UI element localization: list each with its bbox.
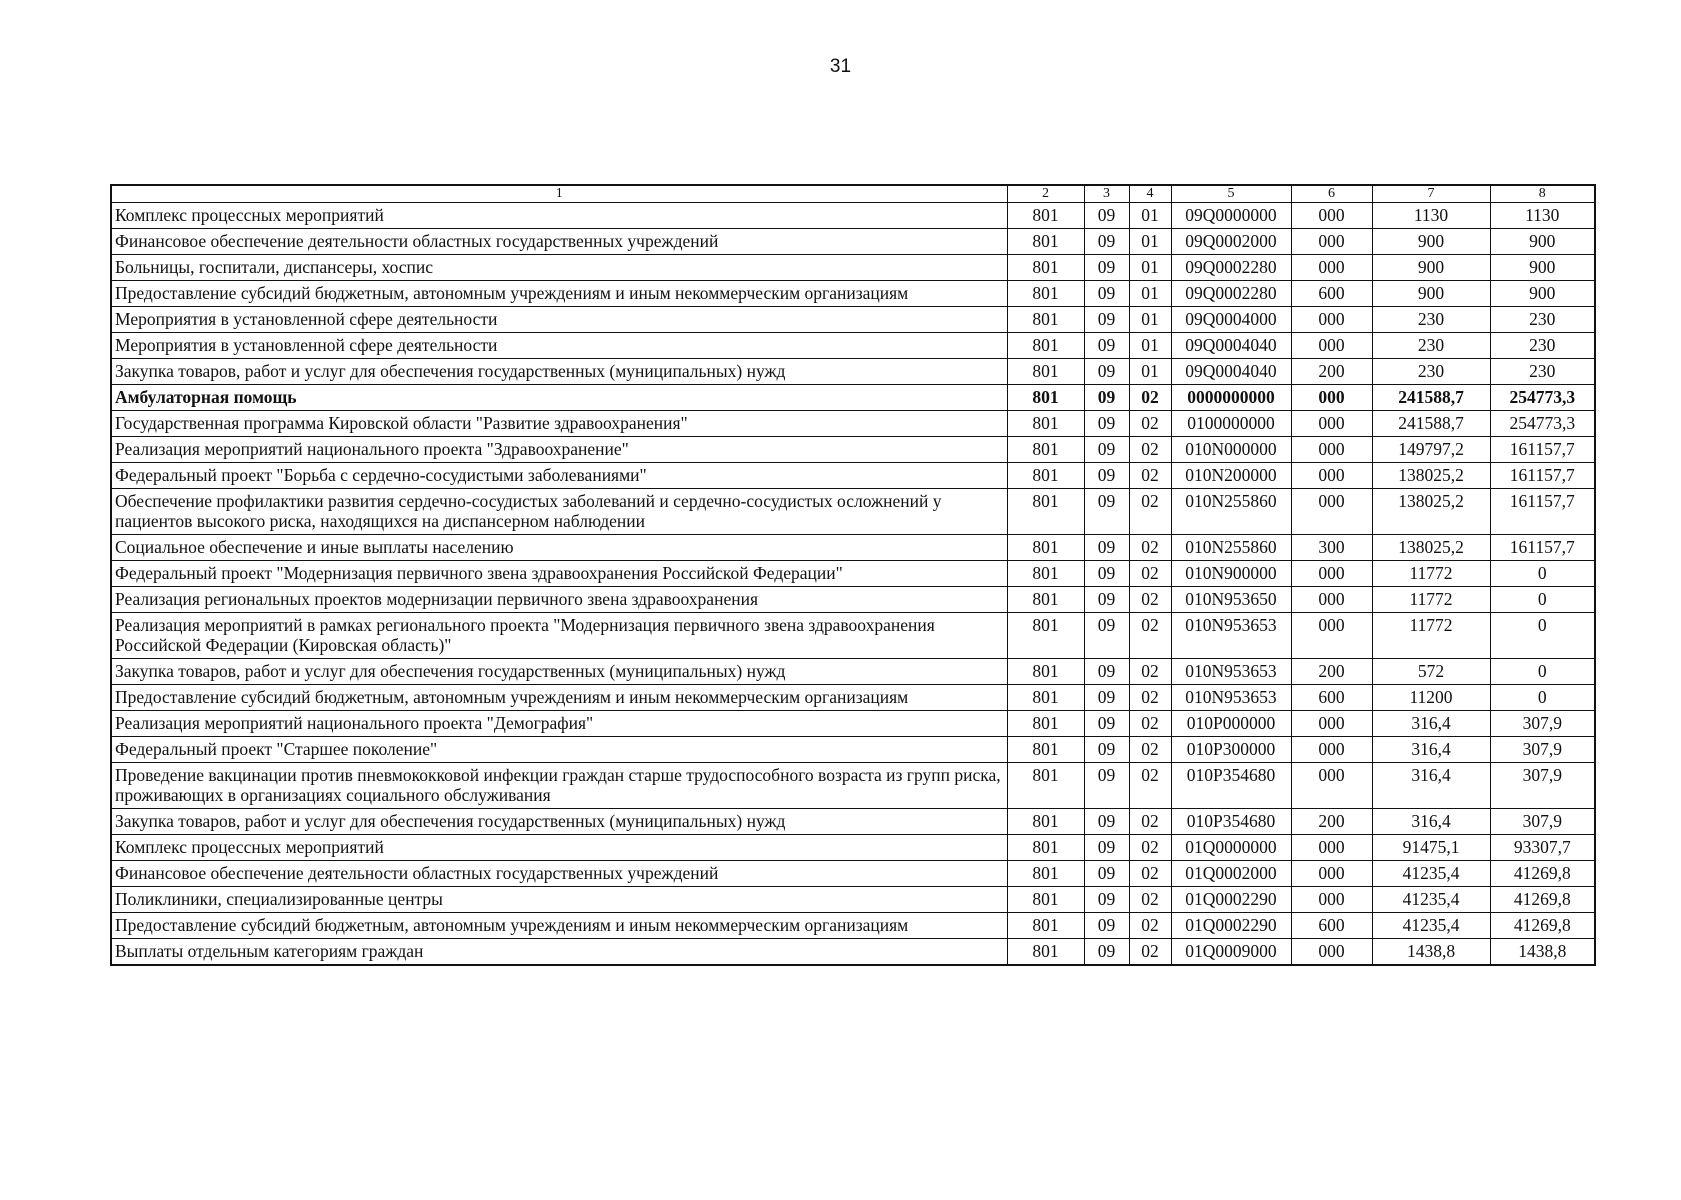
target-article-code-cell: 09Q0002280 xyxy=(1171,255,1291,281)
row-name-cell: Закупка товаров, работ и услуг для обеспечения государственных (муниципальных) нужд xyxy=(111,809,1007,835)
table-row xyxy=(111,255,1595,281)
expense-type-code-cell: 000 xyxy=(1291,385,1372,411)
row-name-cell: Федеральный проект "Борьба с сердечно-сосудистыми заболеваниями" xyxy=(111,463,1007,489)
subsection-code-cell: 02 xyxy=(1129,535,1171,561)
section-code-cell: 09 xyxy=(1084,229,1129,255)
section-code-cell: 09 xyxy=(1084,255,1129,281)
ministry-code-cell: 801 xyxy=(1007,835,1084,861)
expense-type-code-cell: 000 xyxy=(1291,887,1372,913)
expense-type-code-cell: 000 xyxy=(1291,463,1372,489)
section-code-cell: 09 xyxy=(1084,737,1129,763)
amount-year1-cell: 138025,2 xyxy=(1372,489,1490,535)
column-number: 2 xyxy=(1007,185,1084,203)
section-code-cell: 09 xyxy=(1084,835,1129,861)
ministry-code-cell: 801 xyxy=(1007,659,1084,685)
table-row xyxy=(111,809,1595,835)
ministry-code-cell: 801 xyxy=(1007,561,1084,587)
column-number: 5 xyxy=(1171,185,1291,203)
expense-type-code-cell: 000 xyxy=(1291,203,1372,229)
amount-year2-cell: 307,9 xyxy=(1490,809,1595,835)
expense-type-code-cell: 000 xyxy=(1291,711,1372,737)
amount-year1-cell: 1438,8 xyxy=(1372,939,1490,966)
row-name-cell: Федеральный проект "Модернизация первичного звена здравоохранения Российской Федерации" xyxy=(111,561,1007,587)
column-number-row xyxy=(111,185,1595,203)
target-article-code-cell: 09Q0004040 xyxy=(1171,333,1291,359)
amount-year1-cell: 316,4 xyxy=(1372,763,1490,809)
expense-type-code-cell: 000 xyxy=(1291,333,1372,359)
target-article-code-cell: 09Q0002000 xyxy=(1171,229,1291,255)
section-code-cell: 09 xyxy=(1084,939,1129,966)
expense-type-code-cell: 000 xyxy=(1291,763,1372,809)
amount-year1-cell: 900 xyxy=(1372,229,1490,255)
ministry-code-cell: 801 xyxy=(1007,437,1084,463)
subsection-code-cell: 02 xyxy=(1129,711,1171,737)
section-code-cell: 09 xyxy=(1084,281,1129,307)
expense-type-code-cell: 000 xyxy=(1291,307,1372,333)
row-name-cell: Больницы, госпитали, диспансеры, хоспис xyxy=(111,255,1007,281)
column-number: 7 xyxy=(1372,185,1490,203)
section-code-cell: 09 xyxy=(1084,203,1129,229)
target-article-code-cell: 09Q0000000 xyxy=(1171,203,1291,229)
column-number: 6 xyxy=(1291,185,1372,203)
expense-type-code-cell: 200 xyxy=(1291,809,1372,835)
amount-year1-cell: 900 xyxy=(1372,281,1490,307)
ministry-code-cell: 801 xyxy=(1007,489,1084,535)
budget-table-body xyxy=(111,185,1595,965)
target-article-code-cell: 0000000000 xyxy=(1171,385,1291,411)
amount-year2-cell: 307,9 xyxy=(1490,711,1595,737)
amount-year1-cell: 138025,2 xyxy=(1372,535,1490,561)
amount-year1-cell: 41235,4 xyxy=(1372,887,1490,913)
expense-type-code-cell: 000 xyxy=(1291,437,1372,463)
section-code-cell: 09 xyxy=(1084,659,1129,685)
target-article-code-cell: 010P354680 xyxy=(1171,809,1291,835)
amount-year2-cell: 41269,8 xyxy=(1490,861,1595,887)
amount-year1-cell: 316,4 xyxy=(1372,737,1490,763)
subsection-code-cell: 01 xyxy=(1129,359,1171,385)
expense-type-code-cell: 600 xyxy=(1291,913,1372,939)
amount-year1-cell: 316,4 xyxy=(1372,809,1490,835)
amount-year1-cell: 11200 xyxy=(1372,685,1490,711)
amount-year1-cell: 149797,2 xyxy=(1372,437,1490,463)
table-row xyxy=(111,359,1595,385)
target-article-code-cell: 09Q0002280 xyxy=(1171,281,1291,307)
subsection-code-cell: 01 xyxy=(1129,255,1171,281)
ministry-code-cell: 801 xyxy=(1007,711,1084,737)
amount-year2-cell: 254773,3 xyxy=(1490,411,1595,437)
amount-year1-cell: 41235,4 xyxy=(1372,861,1490,887)
row-name-cell: Реализация мероприятий в рамках регионального проекта "Модернизация первичного звена здравоохранения Российской Федерации (Кировская область)" xyxy=(111,613,1007,659)
ministry-code-cell: 801 xyxy=(1007,737,1084,763)
section-code-cell: 09 xyxy=(1084,561,1129,587)
column-number: 1 xyxy=(111,185,1007,203)
subsection-code-cell: 02 xyxy=(1129,587,1171,613)
section-code-cell: 09 xyxy=(1084,463,1129,489)
table-row xyxy=(111,535,1595,561)
target-article-code-cell: 09Q0004000 xyxy=(1171,307,1291,333)
table-row xyxy=(111,835,1595,861)
amount-year1-cell: 230 xyxy=(1372,333,1490,359)
amount-year1-cell: 316,4 xyxy=(1372,711,1490,737)
ministry-code-cell: 801 xyxy=(1007,307,1084,333)
expense-type-code-cell: 000 xyxy=(1291,939,1372,966)
amount-year2-cell: 900 xyxy=(1490,281,1595,307)
subsection-code-cell: 02 xyxy=(1129,437,1171,463)
table-row xyxy=(111,913,1595,939)
table-row xyxy=(111,229,1595,255)
subsection-code-cell: 02 xyxy=(1129,463,1171,489)
table-row xyxy=(111,489,1595,535)
section-code-cell: 09 xyxy=(1084,489,1129,535)
ministry-code-cell: 801 xyxy=(1007,255,1084,281)
subsection-code-cell: 02 xyxy=(1129,613,1171,659)
target-article-code-cell: 010P300000 xyxy=(1171,737,1291,763)
amount-year1-cell: 241588,7 xyxy=(1372,385,1490,411)
target-article-code-cell: 010N200000 xyxy=(1171,463,1291,489)
row-name-cell: Мероприятия в установленной сфере деятельности xyxy=(111,333,1007,359)
ministry-code-cell: 801 xyxy=(1007,463,1084,489)
table-row xyxy=(111,437,1595,463)
table-row xyxy=(111,685,1595,711)
table-row xyxy=(111,463,1595,489)
target-article-code-cell: 01Q0000000 xyxy=(1171,835,1291,861)
table-row xyxy=(111,939,1595,966)
ministry-code-cell: 801 xyxy=(1007,809,1084,835)
subsection-code-cell: 02 xyxy=(1129,763,1171,809)
amount-year2-cell: 230 xyxy=(1490,359,1595,385)
amount-year2-cell: 1438,8 xyxy=(1490,939,1595,966)
expense-type-code-cell: 600 xyxy=(1291,281,1372,307)
subsection-code-cell: 01 xyxy=(1129,307,1171,333)
ministry-code-cell: 801 xyxy=(1007,333,1084,359)
row-name-cell: Реализация мероприятий национального проекта "Демография" xyxy=(111,711,1007,737)
expense-type-code-cell: 000 xyxy=(1291,411,1372,437)
row-name-cell: Реализация региональных проектов модернизации первичного звена здравоохранения xyxy=(111,587,1007,613)
ministry-code-cell: 801 xyxy=(1007,281,1084,307)
row-name-cell: Закупка товаров, работ и услуг для обеспечения государственных (муниципальных) нужд xyxy=(111,659,1007,685)
amount-year2-cell: 900 xyxy=(1490,229,1595,255)
amount-year2-cell: 41269,8 xyxy=(1490,913,1595,939)
table-row xyxy=(111,307,1595,333)
expense-type-code-cell: 300 xyxy=(1291,535,1372,561)
row-name-cell: Финансовое обеспечение деятельности областных государственных учреждений xyxy=(111,229,1007,255)
subsection-code-cell: 02 xyxy=(1129,561,1171,587)
ministry-code-cell: 801 xyxy=(1007,887,1084,913)
subsection-code-cell: 02 xyxy=(1129,685,1171,711)
amount-year1-cell: 91475,1 xyxy=(1372,835,1490,861)
amount-year2-cell: 41269,8 xyxy=(1490,887,1595,913)
column-number: 8 xyxy=(1490,185,1595,203)
table-row xyxy=(111,203,1595,229)
amount-year2-cell: 0 xyxy=(1490,685,1595,711)
amount-year1-cell: 41235,4 xyxy=(1372,913,1490,939)
expense-type-code-cell: 000 xyxy=(1291,489,1372,535)
column-number: 3 xyxy=(1084,185,1129,203)
expense-type-code-cell: 000 xyxy=(1291,835,1372,861)
ministry-code-cell: 801 xyxy=(1007,203,1084,229)
row-name-cell: Предоставление субсидий бюджетным, автономным учреждениям и иным некоммерческим организациям xyxy=(111,281,1007,307)
table-row xyxy=(111,333,1595,359)
target-article-code-cell: 0100000000 xyxy=(1171,411,1291,437)
subsection-code-cell: 02 xyxy=(1129,411,1171,437)
amount-year2-cell: 161157,7 xyxy=(1490,489,1595,535)
amount-year1-cell: 11772 xyxy=(1372,561,1490,587)
row-name-cell: Амбулаторная помощь xyxy=(111,385,1007,411)
row-name-cell: Мероприятия в установленной сфере деятельности xyxy=(111,307,1007,333)
row-name-cell: Финансовое обеспечение деятельности областных государственных учреждений xyxy=(111,861,1007,887)
ministry-code-cell: 801 xyxy=(1007,535,1084,561)
subsection-code-cell: 01 xyxy=(1129,333,1171,359)
target-article-code-cell: 01Q0002290 xyxy=(1171,913,1291,939)
section-code-cell: 09 xyxy=(1084,411,1129,437)
expense-type-code-cell: 200 xyxy=(1291,659,1372,685)
ministry-code-cell: 801 xyxy=(1007,385,1084,411)
amount-year2-cell: 1130 xyxy=(1490,203,1595,229)
expense-type-code-cell: 000 xyxy=(1291,255,1372,281)
amount-year2-cell: 0 xyxy=(1490,659,1595,685)
subsection-code-cell: 01 xyxy=(1129,281,1171,307)
target-article-code-cell: 010N000000 xyxy=(1171,437,1291,463)
target-article-code-cell: 09Q0004040 xyxy=(1171,359,1291,385)
section-code-cell: 09 xyxy=(1084,437,1129,463)
ministry-code-cell: 801 xyxy=(1007,359,1084,385)
subsection-code-cell: 01 xyxy=(1129,229,1171,255)
target-article-code-cell: 01Q0002000 xyxy=(1171,861,1291,887)
target-article-code-cell: 010N953653 xyxy=(1171,685,1291,711)
section-code-cell: 09 xyxy=(1084,685,1129,711)
subsection-code-cell: 02 xyxy=(1129,835,1171,861)
amount-year1-cell: 138025,2 xyxy=(1372,463,1490,489)
target-article-code-cell: 010N255860 xyxy=(1171,489,1291,535)
table-row xyxy=(111,711,1595,737)
amount-year2-cell: 307,9 xyxy=(1490,763,1595,809)
section-code-cell: 09 xyxy=(1084,587,1129,613)
expense-type-code-cell: 000 xyxy=(1291,737,1372,763)
table-row xyxy=(111,561,1595,587)
expense-type-code-cell: 000 xyxy=(1291,587,1372,613)
section-code-cell: 09 xyxy=(1084,913,1129,939)
subsection-code-cell: 02 xyxy=(1129,861,1171,887)
amount-year1-cell: 572 xyxy=(1372,659,1490,685)
ministry-code-cell: 801 xyxy=(1007,587,1084,613)
section-code-cell: 09 xyxy=(1084,333,1129,359)
section-code-cell: 09 xyxy=(1084,809,1129,835)
amount-year2-cell: 93307,7 xyxy=(1490,835,1595,861)
ministry-code-cell: 801 xyxy=(1007,861,1084,887)
amount-year2-cell: 900 xyxy=(1490,255,1595,281)
expense-type-code-cell: 000 xyxy=(1291,229,1372,255)
section-code-cell: 09 xyxy=(1084,861,1129,887)
ministry-code-cell: 801 xyxy=(1007,939,1084,966)
column-number: 4 xyxy=(1129,185,1171,203)
subsection-code-cell: 02 xyxy=(1129,737,1171,763)
subsection-code-cell: 02 xyxy=(1129,939,1171,966)
expense-type-code-cell: 000 xyxy=(1291,861,1372,887)
amount-year1-cell: 1130 xyxy=(1372,203,1490,229)
table-row xyxy=(111,411,1595,437)
subsection-code-cell: 01 xyxy=(1129,203,1171,229)
table-row xyxy=(111,281,1595,307)
table-row xyxy=(111,613,1595,659)
target-article-code-cell: 010N255860 xyxy=(1171,535,1291,561)
ministry-code-cell: 801 xyxy=(1007,685,1084,711)
row-name-cell: Реализация мероприятий национального проекта "Здравоохранение" xyxy=(111,437,1007,463)
subsection-code-cell: 02 xyxy=(1129,385,1171,411)
table-row xyxy=(111,659,1595,685)
ministry-code-cell: 801 xyxy=(1007,913,1084,939)
amount-year2-cell: 254773,3 xyxy=(1490,385,1595,411)
row-name-cell: Поликлиники, специализированные центры xyxy=(111,887,1007,913)
section-code-cell: 09 xyxy=(1084,763,1129,809)
row-name-cell: Социальное обеспечение и иные выплаты населению xyxy=(111,535,1007,561)
subsection-code-cell: 02 xyxy=(1129,809,1171,835)
expense-type-code-cell: 000 xyxy=(1291,613,1372,659)
section-code-cell: 09 xyxy=(1084,535,1129,561)
table-row xyxy=(111,763,1595,809)
budget-table xyxy=(110,184,1596,966)
amount-year2-cell: 0 xyxy=(1490,587,1595,613)
row-name-cell: Государственная программа Кировской области "Развитие здравоохранения" xyxy=(111,411,1007,437)
table-row xyxy=(111,587,1595,613)
expense-type-code-cell: 200 xyxy=(1291,359,1372,385)
amount-year2-cell: 230 xyxy=(1490,307,1595,333)
section-code-cell: 09 xyxy=(1084,359,1129,385)
target-article-code-cell: 010N953653 xyxy=(1171,659,1291,685)
row-name-cell: Комплекс процессных мероприятий xyxy=(111,835,1007,861)
page-number: 31 xyxy=(829,56,852,77)
table-row xyxy=(111,737,1595,763)
target-article-code-cell: 010N953650 xyxy=(1171,587,1291,613)
amount-year1-cell: 11772 xyxy=(1372,613,1490,659)
ministry-code-cell: 801 xyxy=(1007,229,1084,255)
expense-type-code-cell: 600 xyxy=(1291,685,1372,711)
section-code-cell: 09 xyxy=(1084,385,1129,411)
ministry-code-cell: 801 xyxy=(1007,411,1084,437)
amount-year2-cell: 161157,7 xyxy=(1490,535,1595,561)
section-code-cell: 09 xyxy=(1084,613,1129,659)
ministry-code-cell: 801 xyxy=(1007,763,1084,809)
subsection-code-cell: 02 xyxy=(1129,659,1171,685)
table-row xyxy=(111,385,1595,411)
section-code-cell: 09 xyxy=(1084,711,1129,737)
amount-year1-cell: 11772 xyxy=(1372,587,1490,613)
amount-year2-cell: 161157,7 xyxy=(1490,463,1595,489)
amount-year2-cell: 0 xyxy=(1490,613,1595,659)
ministry-code-cell: 801 xyxy=(1007,613,1084,659)
table-row xyxy=(111,861,1595,887)
row-name-cell: Закупка товаров, работ и услуг для обеспечения государственных (муниципальных) нужд xyxy=(111,359,1007,385)
target-article-code-cell: 01Q0009000 xyxy=(1171,939,1291,966)
amount-year2-cell: 230 xyxy=(1490,333,1595,359)
target-article-code-cell: 010P354680 xyxy=(1171,763,1291,809)
row-name-cell: Комплекс процессных мероприятий xyxy=(111,203,1007,229)
amount-year2-cell: 0 xyxy=(1490,561,1595,587)
row-name-cell: Выплаты отдельным категориям граждан xyxy=(111,939,1007,966)
row-name-cell: Федеральный проект "Старшее поколение" xyxy=(111,737,1007,763)
target-article-code-cell: 010P000000 xyxy=(1171,711,1291,737)
target-article-code-cell: 01Q0002290 xyxy=(1171,887,1291,913)
target-article-code-cell: 010N900000 xyxy=(1171,561,1291,587)
expense-type-code-cell: 000 xyxy=(1291,561,1372,587)
section-code-cell: 09 xyxy=(1084,307,1129,333)
amount-year1-cell: 230 xyxy=(1372,359,1490,385)
amount-year1-cell: 241588,7 xyxy=(1372,411,1490,437)
amount-year2-cell: 161157,7 xyxy=(1490,437,1595,463)
row-name-cell: Обеспечение профилактики развития сердечно-сосудистых заболеваний и сердечно-сосудистых осложнений у пациентов высокого риска, находящихся на диспансерном наблюдении xyxy=(111,489,1007,535)
table-row xyxy=(111,887,1595,913)
row-name-cell: Предоставление субсидий бюджетным, автономным учреждениям и иным некоммерческим организациям xyxy=(111,685,1007,711)
subsection-code-cell: 02 xyxy=(1129,489,1171,535)
row-name-cell: Проведение вакцинации против пневмококковой инфекции граждан старше трудоспособного возраста из групп риска, проживающих в организациях социального обслуживания xyxy=(111,763,1007,809)
amount-year1-cell: 900 xyxy=(1372,255,1490,281)
amount-year2-cell: 307,9 xyxy=(1490,737,1595,763)
amount-year1-cell: 230 xyxy=(1372,307,1490,333)
row-name-cell: Предоставление субсидий бюджетным, автономным учреждениям и иным некоммерческим организациям xyxy=(111,913,1007,939)
subsection-code-cell: 02 xyxy=(1129,913,1171,939)
subsection-code-cell: 02 xyxy=(1129,887,1171,913)
section-code-cell: 09 xyxy=(1084,887,1129,913)
target-article-code-cell: 010N953653 xyxy=(1171,613,1291,659)
